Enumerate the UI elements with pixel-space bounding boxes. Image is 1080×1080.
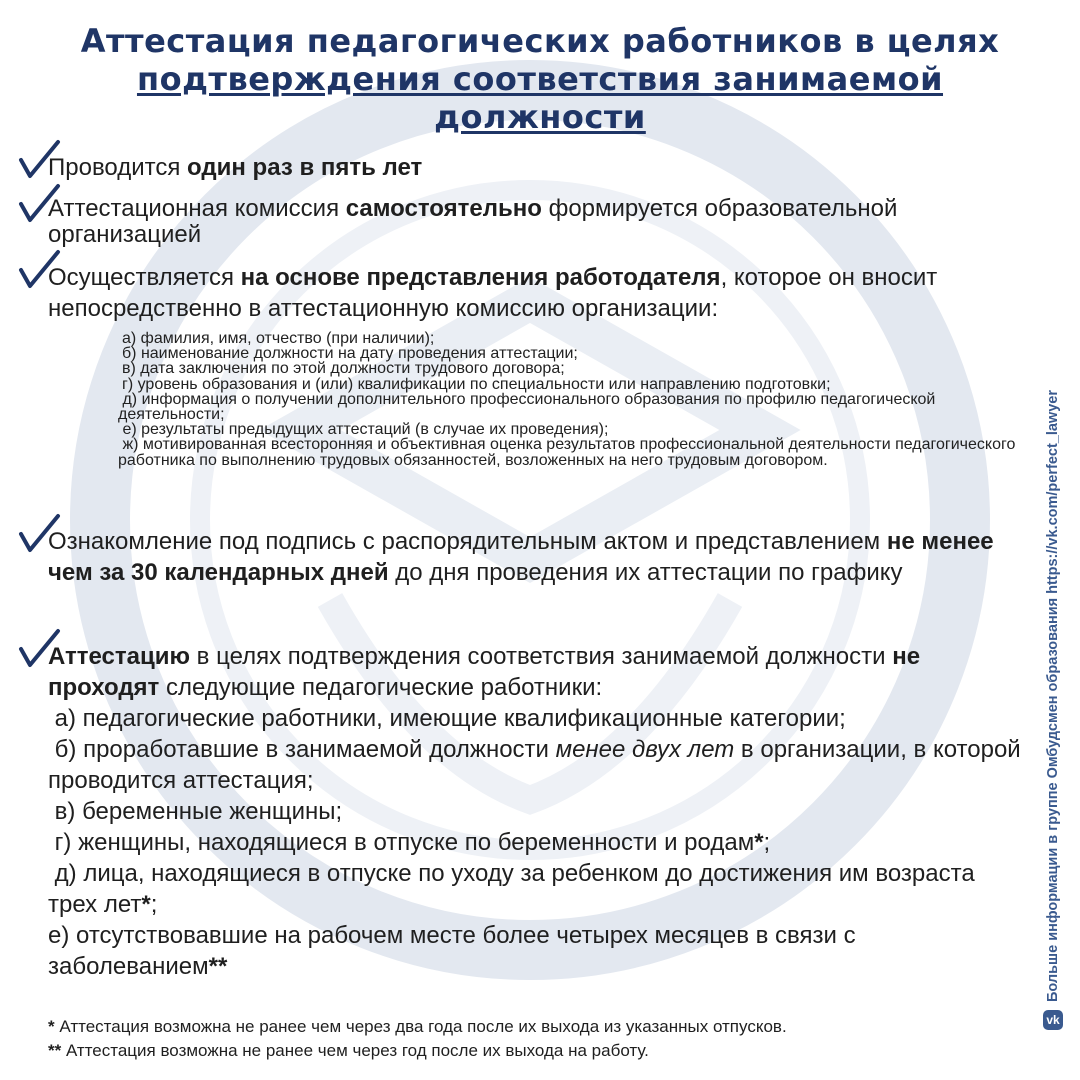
footnote-1: * Аттестация возможна не ранее чем через два года после их выхода из указанных отпусков. — [48, 1017, 787, 1036]
list-item: в) дата заключения по этой должности трудового договора; — [122, 360, 565, 378]
list-item: а) педагогические работники, имеющие квалификационные категории; — [48, 705, 846, 732]
list-item: е) отсутствовавшие на рабочем месте более четырех месяцев в связи с заболеванием** — [48, 922, 856, 980]
bullet-item-5: Аттестацию в целях подтверждения соответствия занимаемой должности не проходят следующие педагогические работники: а) педагогические работники, имеющие квалификационные категории; б) проработавшие в занимаемой должности менее двух лет в организации, в которой проводится аттестация; в) беременные женщины; г) женщины, находящиеся в отпуске по беременности и родам*; д) лица, находящиеся в отпуске по уходу за ребенком до достижения им возраста трех лет*; е) отсутствовавшие на рабочем месте более четырех месяцев в связи с заболеванием** — [18, 641, 1028, 982]
representation-contents-list — [118, 331, 1033, 468]
footnote-2: ** Аттестация возможна не ранее чем через год после их выхода на работу. — [48, 1041, 649, 1060]
list-item: д) лица, находящиеся в отпуске по уходу за ребенком до достижения им возраста трех лет*; — [48, 860, 982, 918]
exempt-workers-list — [48, 703, 1028, 982]
list-item: а) фамилия, имя, отчество (при наличии); — [122, 330, 435, 347]
title-line-2: подтверждения соответствия занимаемой — [136, 60, 944, 98]
checkmark-icon — [18, 182, 62, 226]
bullet-item-3: Осуществляется на основе представления работодателя, которое он вносит непосредственно в аттестационную комиссию организации: — [18, 262, 1028, 324]
list-item: в) беременные женщины; — [48, 798, 343, 825]
list-item: д) информация о получении дополнительного профессионального образования по профилю педагогической деятельности; — [118, 390, 940, 424]
checkmark-icon — [18, 138, 62, 182]
title-line-1: Аттестация педагогических работников в целях — [80, 22, 1000, 60]
list-item: б) наименование должности на дату проведения аттестации; — [122, 345, 578, 363]
list-item: б) проработавшие в занимаемой должности менее двух лет в организации, в которой проводится аттестация; — [48, 736, 1028, 794]
title-line-3: должности — [434, 98, 646, 136]
checkmark-icon — [18, 512, 62, 556]
bullet-item-4: Ознакомление под подпись с распорядительным актом и представлением не менее чем за 30 календарных дней до дня проведения их аттестации по графику — [18, 526, 1028, 588]
list-item: е) результаты предыдущих аттестаций (в случае их проведения); — [118, 421, 609, 439]
checkmark-icon — [18, 248, 62, 292]
bullet-item-2: Аттестационная комиссия самостоятельно формируется образовательной организацией — [18, 196, 1028, 248]
list-item: г) уровень образования и (или) квалификации по специальности или направлению подготовки; — [122, 375, 831, 393]
vk-logo-icon: vk — [1043, 1010, 1063, 1030]
list-item: ж) мотивированная всесторонняя и объективная оценка результатов профессиональной деятельности педагогического работника по выполнению трудовых обязанностей, возложенных на него трудовым договором. — [118, 436, 1020, 469]
checkmark-icon — [18, 627, 62, 671]
side-caption-text[interactable]: Больше информации в группе Омбудсмен образования https://vk.com/perfect_lawyer — [1045, 390, 1061, 1002]
bullet-item-1: Проводится один раз в пять лет — [18, 152, 1028, 183]
side-caption — [1043, 40, 1063, 1030]
list-item: г) женщины, находящиеся в отпуске по беременности и родам*; — [48, 829, 771, 856]
